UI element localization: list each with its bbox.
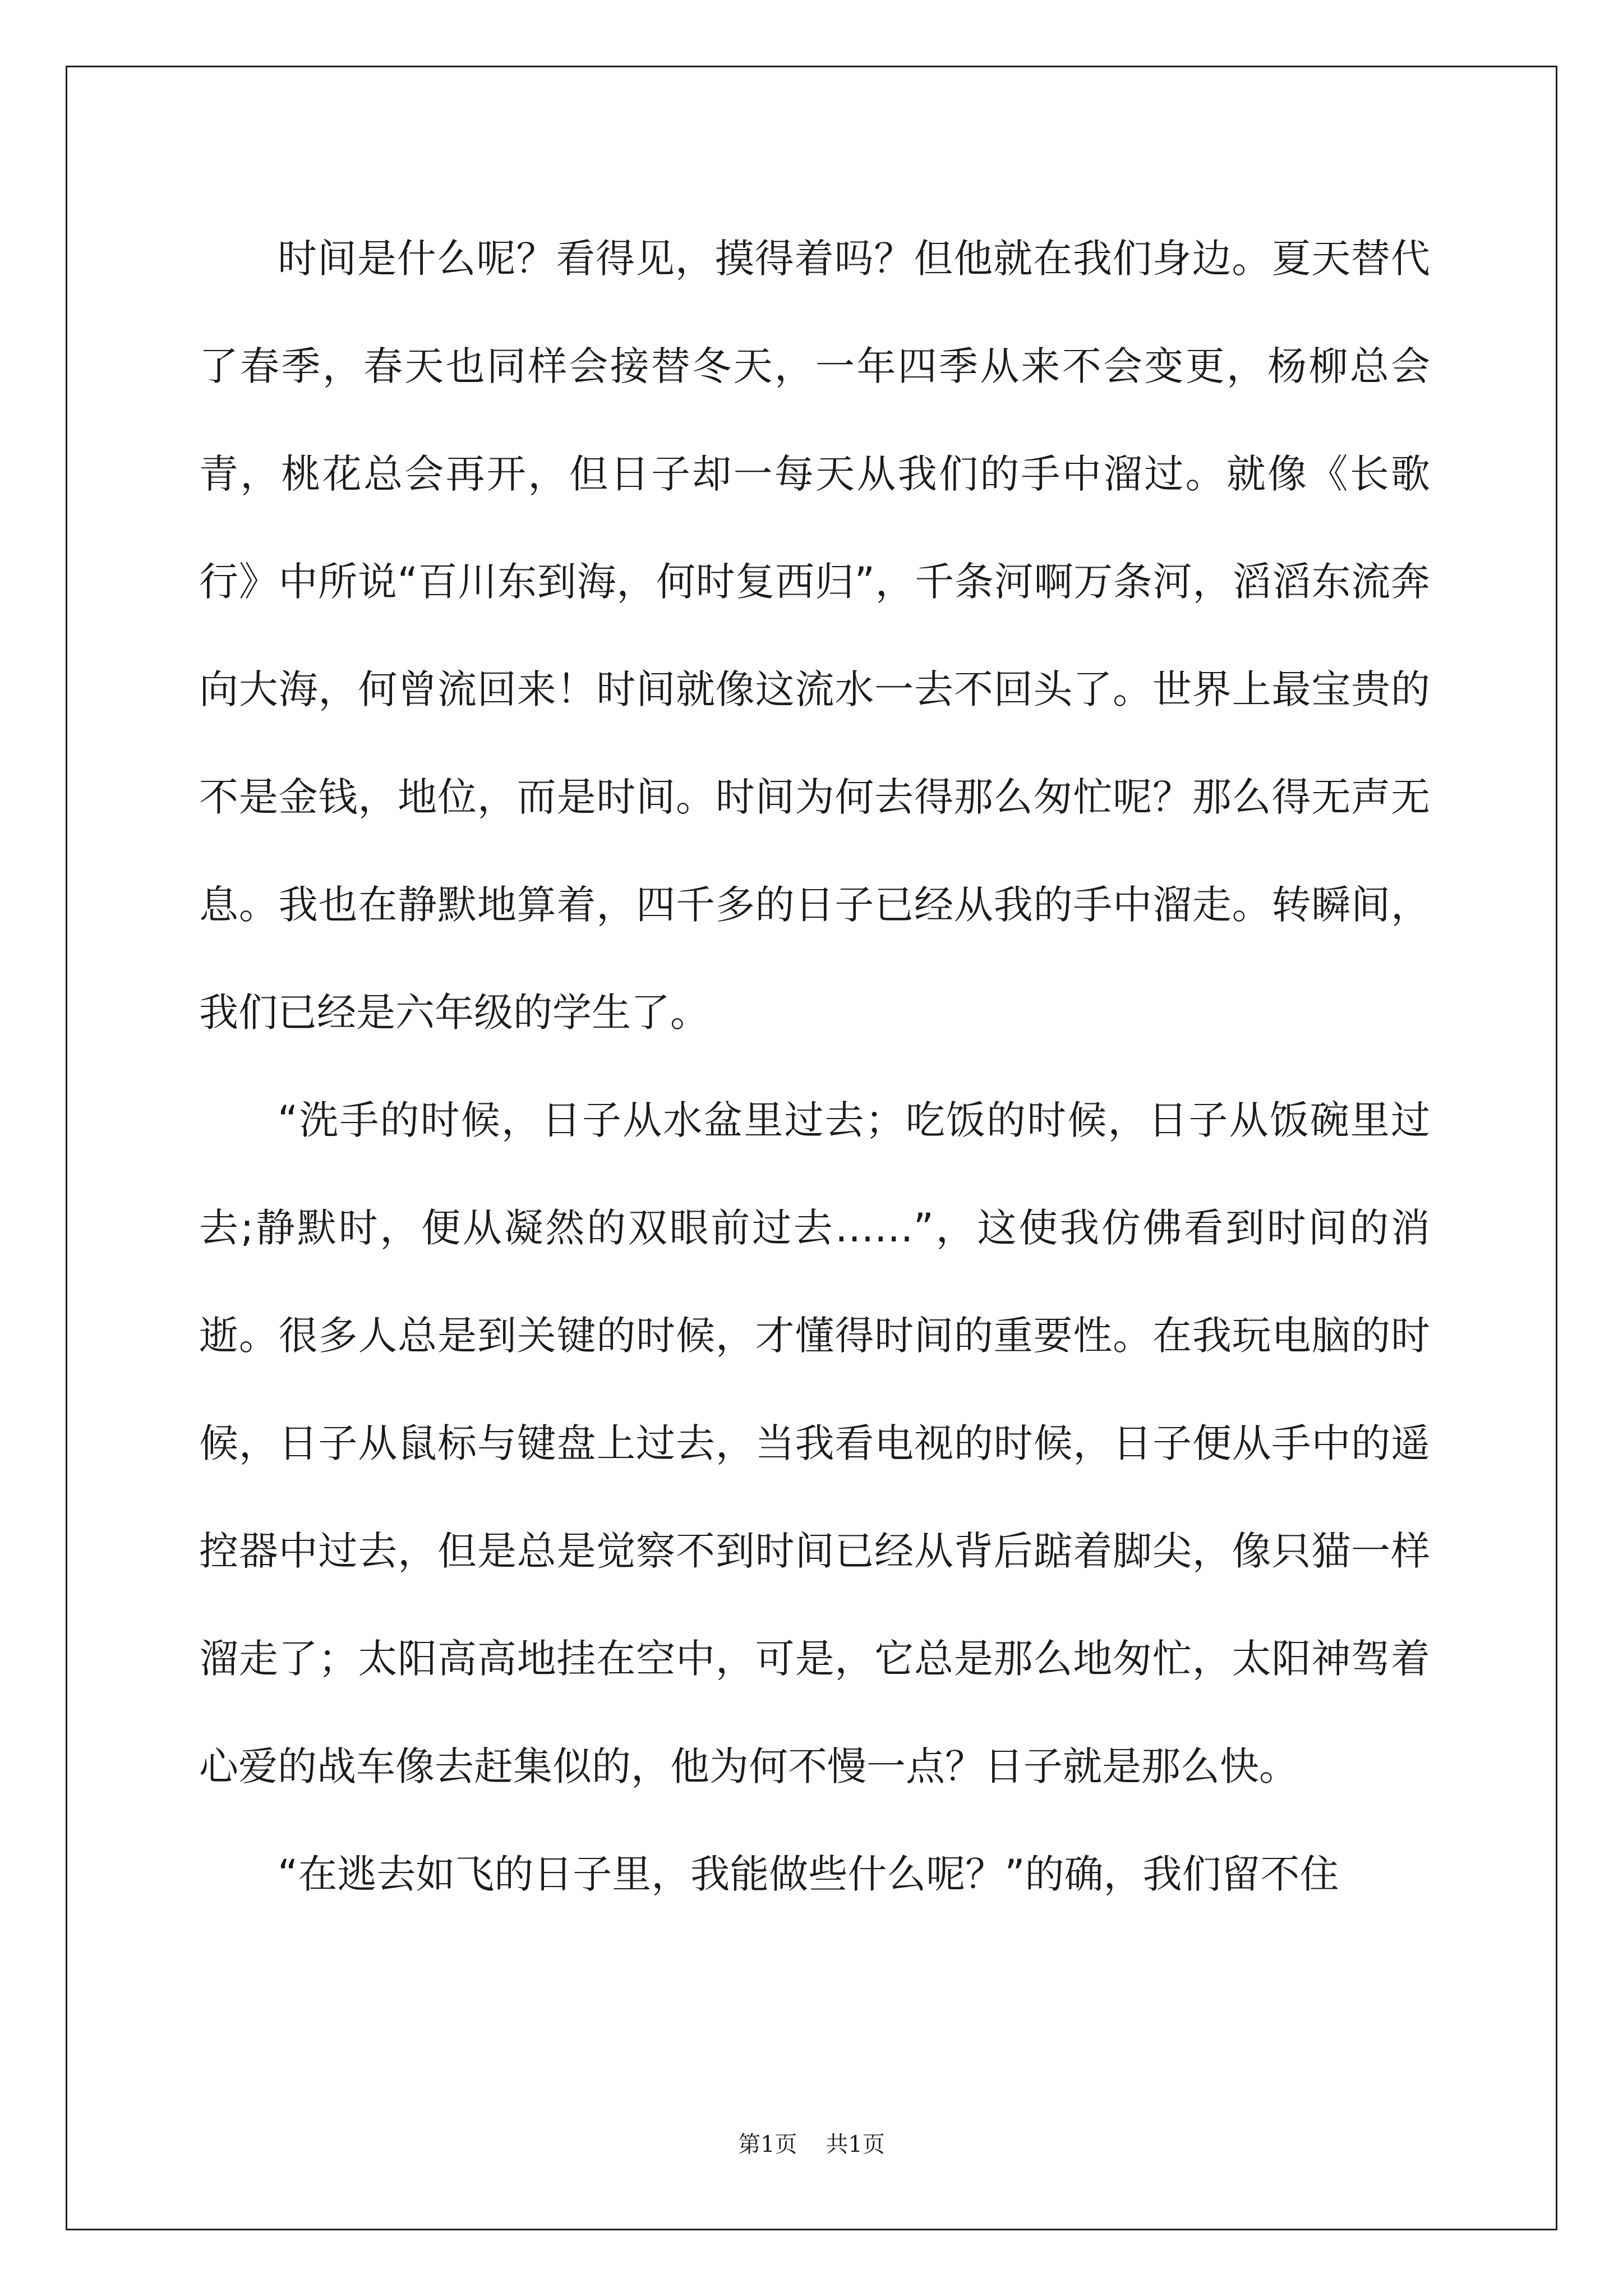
document-body xyxy=(199,205,1430,1928)
paragraph: “洗手的时候，日子从水盆里过去；吃饭的时候，日子从饭碗里过去;静默时，便从凝然的双眼前过去……”，这使我仿佛看到时间的消逝。很多人总是到关键的时候，才懂得时间的重要性。在我玩电脑的时候，日子从鼠标与键盘上过去，当我看电视的时候，日子便从手中的遥控器中过去，但是总是觉察不到时间已经从背后踮着脚尖，像只猫一样溜走了；太阳高高地挂在空中，可是，它总是那么地匆忙，太阳神驾着心爱的战车像去赶集似的，他为何不慢一点？日子就是那么快。 xyxy=(199,1097,1430,1789)
page-footer xyxy=(0,2129,1623,2160)
page-number: 第1页 xyxy=(738,2132,797,2157)
page-total: 共1页 xyxy=(826,2132,885,2157)
paragraph: “在逃去如飞的日子里，我能做些什么呢？”的确，我们留不住 xyxy=(278,1851,1339,1897)
paragraph: 时间是什么呢？看得见，摸得着吗？但他就在我们身边。夏天替代了春季，春天也同样会接替冬天，一年四季从来不会变更，杨柳总会青，桃花总会再开，但日子却一每天从我们的手中溜过。就像《长歌行》中所说“百川东到海，何时复西归”，千条河啊万条河，滔滔东流奔向大海，何曾流回来！时间就像这流水一去不回头了。世界上最宝贵的不是金钱，地位，而是时间。时间为何去得那么匆忙呢？那么得无声无息。我也在静默地算着，四千多的日子已经从我的手中溜走。转瞬间，我们已经是六年级的学生了。 xyxy=(199,236,1430,1036)
